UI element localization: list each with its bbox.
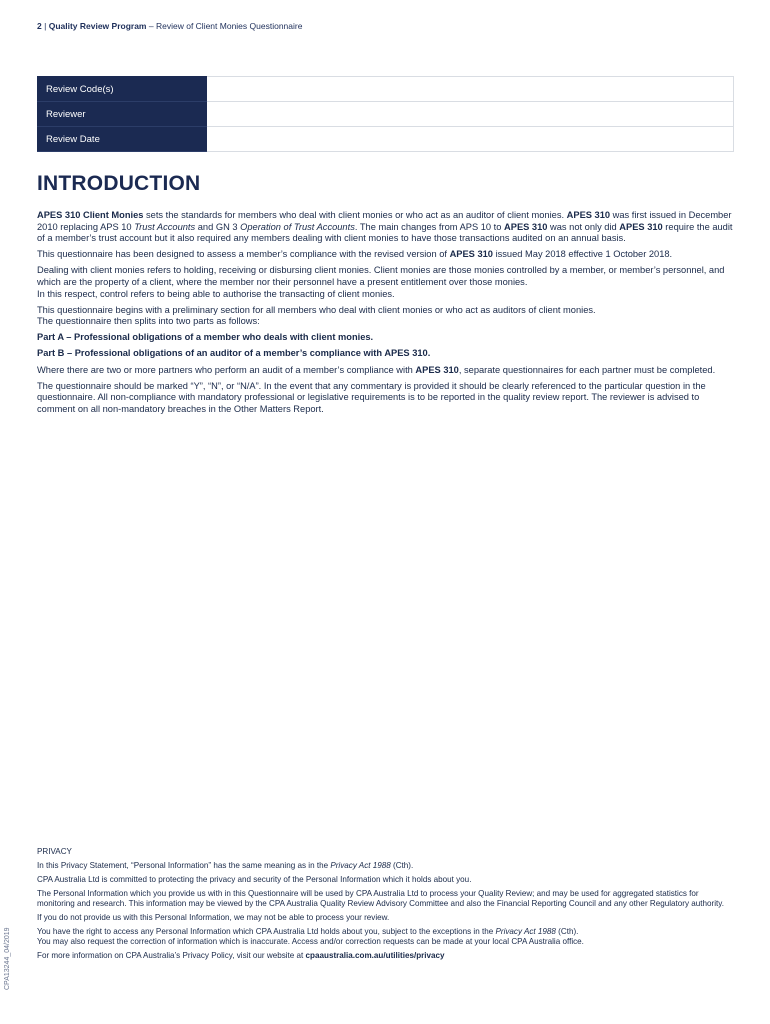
text-run: For more information on CPA Australia’s Privacy Policy, visit our website at [37, 951, 306, 961]
standard-name: APES 310 Client Monies [37, 210, 144, 220]
intro-paragraph [37, 265, 734, 300]
text-run: Where there are two or more partners who perform an audit of a member’s compliance with [37, 364, 416, 375]
text-run: , separate questionnaires for each partner must be completed. [458, 364, 716, 375]
review-date-row [38, 127, 734, 152]
privacy-statement [37, 847, 734, 965]
privacy-paragraph: The Personal Information which you provide us with in this Questionnaire will be used by CPA Australia Ltd to process your Quality Review; and may be used for aggregated statistics for monitoring and research. This information may be viewed by the CPA Australia Quality Review Advisory Committee and also the Financial Reporting Council and any other Regulatory authority. [37, 889, 724, 909]
text-run: In this Privacy Statement, “Personal Information” has the same meaning as in the [37, 861, 331, 871]
text-run: issued May 2018 effective 1 October 2018. [492, 249, 673, 260]
text-run: was first issued in December 2010 replacing APS 10 [37, 210, 732, 232]
document-subtitle: Review of Client Monies Questionnaire [155, 21, 303, 31]
document-code: CPA13244_04/2019 [4, 927, 11, 990]
privacy-paragraph: CPA Australia Ltd is committed to protecting the privacy and security of the Personal Information which it holds about you. [37, 875, 472, 885]
review-date-label: Review Date [38, 127, 207, 152]
review-code-label: Review Code(s) [38, 77, 207, 102]
text-run: sets the standards for members who deal with client monies or who act as an auditor of client monies. [143, 210, 567, 220]
intro-paragraph [37, 249, 734, 261]
part-a-text: Part A – Professional obligations of a member who deals with client monies. [37, 332, 374, 343]
privacy-paragraph [37, 951, 734, 961]
intro-paragraph [37, 210, 734, 245]
intro-paragraph [37, 365, 734, 377]
privacy-paragraph [37, 861, 734, 871]
text-run: You may also request the correction of information which is inaccurate. Access and/or correction requests can be made at your local CPA Australia office. [37, 937, 584, 947]
act-title: Privacy Act 1988 [495, 927, 556, 936]
intro-paragraph [37, 305, 734, 328]
privacy-policy-link[interactable]: cpaaustralia.com.au/utilities/privacy [305, 951, 445, 961]
part-b-text: Part B – Professional obligations of an auditor of a member’s compliance with APES 310. [37, 348, 431, 359]
review-date-field[interactable] [207, 127, 734, 152]
introduction-heading: INTRODUCTION [37, 172, 201, 195]
part-a-heading [37, 332, 734, 344]
publication-title: Trust Accounts [134, 221, 196, 232]
text-run: . The main changes from APS 10 to [354, 221, 505, 232]
privacy-paragraph: If you do not provide us with this Personal Information, we may not be able to process your review. [37, 913, 390, 923]
text-run: (Cth). [555, 927, 579, 936]
page-header [37, 21, 302, 31]
standard-ref: APES 310 [619, 221, 663, 232]
text-run: This questionnaire has been designed to assess a member’s compliance with the revised version of [37, 249, 450, 260]
text-run: The questionnaire then splits into two parts as follows: [37, 316, 260, 327]
review-code-row [38, 77, 734, 102]
text-run: require the audit of a member’s trust account but it also required any members dealing with client monies to have those transactions audited on an annual basis. [37, 221, 733, 244]
introduction-body [37, 210, 734, 420]
intro-paragraph: The questionnaire should be marked “Y”, “N”, or “N/A”. In the event that any commentary is provided it should be clearly referenced to the particular question in the questionnaire. All non-compliance with mandatory professional or legislative requirements is to be reported in the quality review report. The reviewer is advised to comment on all non-mandatory breaches in the Other Matters Report. [37, 380, 706, 414]
reviewer-field[interactable] [207, 102, 734, 127]
reviewer-row [38, 102, 734, 127]
part-b-heading [37, 348, 734, 360]
text-run: This questionnaire begins with a preliminary section for all members who deal with client monies or who act as auditors of client monies. [37, 304, 596, 315]
review-code-field[interactable] [207, 77, 734, 102]
header-dash: – [148, 21, 154, 31]
text-run: and GN 3 [195, 221, 241, 232]
text-run: In this respect, control refers to being able to authorise the transacting of client monies. [37, 288, 395, 299]
act-title: Privacy Act 1988 [330, 861, 391, 871]
text-run: Dealing with client monies refers to holding, receiving or disbursing client monies. Client monies are those monies controlled by a member, or member’s personnel, and which are the property of a client, where the member nor their personnel have a present entitlement over those monies. [37, 265, 725, 287]
text-run: You have the right to access any Personal Information which CPA Australia Ltd holds about you, subject to the exceptions in the [37, 927, 496, 936]
page-number: 2 [37, 21, 42, 31]
standard-ref: APES 310 [566, 210, 611, 220]
text-run: (Cth). [390, 861, 414, 871]
text-run: was not only did [547, 221, 620, 232]
standard-ref: APES 310 [449, 249, 493, 260]
publication-title: Operation of Trust Accounts [240, 221, 355, 232]
privacy-heading: PRIVACY [37, 847, 72, 856]
reviewer-label: Reviewer [38, 102, 207, 127]
standard-ref: APES 310 [415, 364, 459, 375]
header-separator: | [44, 21, 47, 31]
privacy-paragraph [37, 927, 734, 948]
program-name: Quality Review Program [48, 21, 147, 31]
review-info-table [37, 76, 734, 152]
standard-ref: APES 310 [504, 221, 548, 232]
